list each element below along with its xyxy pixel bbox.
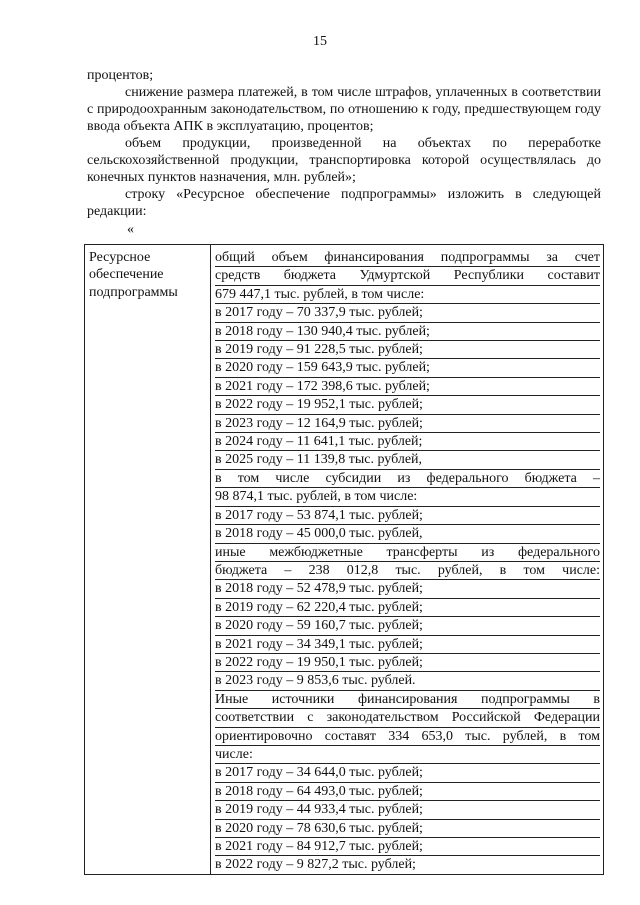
content-line: в 2017 году – 53 874,1 тыс. рублей; (215, 507, 600, 525)
table-row (85, 245, 604, 875)
content-line: в 2022 году – 19 950,1 тыс. рублей; (215, 654, 600, 672)
content-lines (215, 249, 600, 874)
content-line: в том числе субсидии из федерального бюджета – (215, 470, 600, 488)
resource-content-cell (211, 245, 604, 875)
intro-line-percent: процентов; (87, 68, 154, 83)
content-line: 679 447,1 тыс. рублей, в том числе: (215, 286, 600, 304)
content-line: в 2021 году – 172 398,6 тыс. рублей; (215, 378, 600, 396)
content-line: в 2017 году – 70 337,9 тыс. рублей; (215, 304, 600, 322)
content-line: в 2022 году – 19 952,1 тыс. рублей; (215, 396, 600, 414)
intro-output-paragraph: объем продукции, произведенной на объектах по переработке сельскохозяйственной продукции, транспортировка которой осуществлялась до конечных пунктов назначения, млн. рублей»; (87, 136, 601, 185)
content-line: соответствии с законодательством Российской Федерации (215, 709, 600, 727)
content-line: в 2019 году – 44 933,4 тыс. рублей; (215, 801, 600, 819)
label-line: обеспечение (89, 267, 164, 283)
content-line: в 2021 году – 34 349,1 тыс. рублей; (215, 636, 600, 654)
content-line: 98 874,1 тыс. рублей, в том числе: (215, 488, 600, 506)
label-line: подпрограммы (89, 284, 178, 300)
content-line: ориентировочно составят 334 653,0 тыс. рублей, в том (215, 728, 600, 746)
resource-table (84, 244, 604, 875)
content-line: бюджета – 238 012,8 тыс. рублей, в том числе: (215, 562, 600, 580)
content-line: в 2019 году – 91 228,5 тыс. рублей; (215, 341, 600, 359)
content-line: в 2022 году – 9 827,2 тыс. рублей; (215, 857, 416, 873)
content-line: в 2023 году – 12 164,9 тыс. рублей; (215, 415, 600, 433)
label-line: Ресурсное (89, 250, 151, 265)
content-line: в 2020 году – 59 160,7 тыс. рублей; (215, 617, 600, 635)
page-number: 15 (313, 34, 327, 49)
content-line: в 2018 году – 45 000,0 тыс. рублей, (215, 525, 600, 543)
content-line: в 2020 году – 78 630,6 тыс. рублей; (215, 820, 600, 838)
content-line: в 2025 году – 11 139,8 тыс. рублей, (215, 451, 600, 469)
intro-instruction-paragraph: строку «Ресурсное обеспечение подпрограммы» изложить в следующей редакции: (87, 187, 601, 219)
content-line: в 2017 году – 34 644,0 тыс. рублей; (215, 764, 600, 782)
content-line: в 2024 году – 11 641,1 тыс. рублей; (215, 433, 600, 451)
content-line: в 2023 году – 9 853,6 тыс. рублей. (215, 672, 600, 690)
content-line: средств бюджета Удмуртской Республики составит (215, 267, 600, 285)
quote-open-mark: « (127, 222, 134, 237)
content-line: в 2020 году – 159 643,9 тыс. рублей; (215, 359, 600, 377)
intro-text (87, 67, 601, 238)
content-line: общий объем финансирования подпрограммы за счет (215, 249, 600, 267)
content-line: числе: (215, 746, 600, 764)
content-line: в 2018 году – 52 478,9 тыс. рублей; (215, 580, 600, 598)
content-line: в 2019 году – 62 220,4 тыс. рублей; (215, 599, 600, 617)
content-line: в 2021 году – 84 912,7 тыс. рублей; (215, 838, 600, 856)
intro-reduction-paragraph: снижение размера платежей, в том числе штрафов, уплаченных в соответствии с природоохранным законодательством, по отношению к году, предшествующем году ввода объекта АПК в эксплуатацию, процентов; (87, 85, 601, 134)
content-line: в 2018 году – 130 940,4 тыс. рублей; (215, 323, 600, 341)
resource-label-cell (85, 245, 211, 875)
content-line: иные межбюджетные трансферты из федерального (215, 544, 600, 562)
content-line: в 2018 году – 64 493,0 тыс. рублей; (215, 783, 600, 801)
content-line: Иные источники финансирования подпрограммы в (215, 691, 600, 709)
